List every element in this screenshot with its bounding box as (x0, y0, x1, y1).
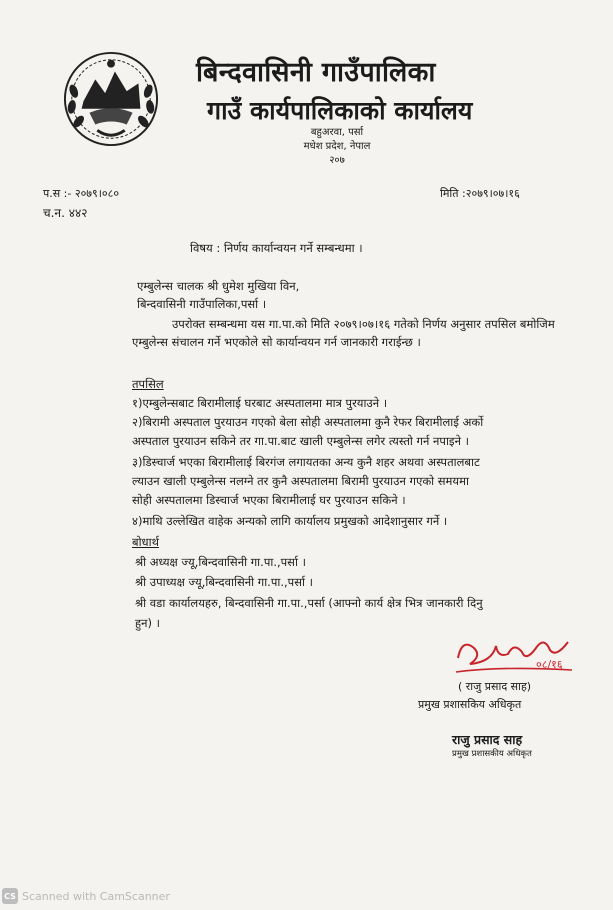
handwritten-signature (452, 628, 577, 683)
list-item: १)एम्बुलेन्सबाट बिरामीलाई घरबाट अस्पतालमा मात्र पुरयाउने । (132, 396, 388, 410)
list-item: ३)डिस्चार्ज भएका बिरामीलाई बिरगंज लगायतका अन्य कुनै शहर अथवा अस्पतालबाट (132, 455, 480, 469)
stamp-line: मधेश प्रदेश, नेपाल (303, 141, 371, 152)
recipient-line: बिन्दवासिनी गाउँपालिका,पर्सा । (137, 297, 267, 311)
seal-name: राजु प्रसाद साह (452, 732, 523, 747)
scanner-watermark (2, 888, 170, 904)
reference-number: प.स :- २०७९।०८० (43, 187, 120, 200)
office-name: बिन्दवासिनी गाउँपालिका (196, 57, 436, 88)
letter-date: मिति :२०७९।०७।१६ (440, 187, 520, 200)
body-paragraph: उपरोक्त सम्बन्धमा यस गा.पा.को मिति २०७९।०७।१६ गतेको निर्णय अनुसार तपसिल बमोजिम एम्बुलेन्स संचालन गर्ने भएकोले सो कार्यान्वयन गर्न जानकारी गराईन्छ । (132, 317, 555, 349)
stamp-line: २०७ (329, 155, 345, 166)
letter-subject: विषय : निर्णय कार्यान्वयन गर्ने सम्बन्धमा । (190, 241, 363, 255)
list-item-continued: ल्याउन खाली एम्बुलेन्स नलग्ने तर कुनै अस्पतालमा बिरामी पुरयाउन गएको समयमा (132, 474, 469, 488)
list-item-continued: सोही अस्पतालमा डिस्चार्ज भएका बिरामीलाई घर पुरयाउन सकिने । (132, 493, 406, 507)
cc-line: श्री अध्यक्ष ज्यू,बिन्दवासिनी गा.पा.,पर्सा । (135, 555, 306, 569)
cc-line: श्री वडा कार्यालयहरु, बिन्दवासिनी गा.पा.,पर्सा (आफ्नो कार्य क्षेत्र भित्र जानकारी दिनु (135, 596, 483, 610)
scanner-label: Scanned with CamScanner (22, 889, 170, 903)
signatory-name: ( राजु प्रसाद साह) (458, 680, 532, 693)
office-subtitle: गाउँ कार्यपालिकाको कार्यालय (207, 96, 473, 125)
stamp-line: बहुअरवा, पर्सा (310, 127, 364, 138)
address-stamp (262, 126, 412, 168)
signatory-title: प्रमुख प्रशासकिय अधिकृत (418, 698, 522, 711)
bodhartha-heading: बोधार्थ (132, 535, 159, 549)
dispatch-number: च.न. ४४२ (43, 206, 88, 220)
camscanner-logo-icon: CS (2, 888, 18, 904)
seal-title: प्रमुख प्रशासकीय अधिकृत (452, 749, 532, 759)
tapsil-heading: तपसिल (132, 377, 164, 391)
recipient-line: एम्बुलेन्स चालक श्री धुमेश मुखिया विन, (137, 279, 300, 293)
list-item-continued: अस्पताल पुरयाउन सकिने तर गा.पा.बाट खाली एम्बुलेन्स लगेर त्यस्तो गर्न नपाइने । (132, 434, 469, 448)
signature-date: ०८/१६ (536, 658, 563, 671)
list-item: ४)माथि उल्लेखित वाहेक अन्यको लागि कार्यालय प्रमुखको आदेशानुसार गर्ने । (132, 514, 448, 528)
cc-line: श्री उपाध्यक्ष ज्यू,बिन्दवासिनी गा.पा.,पर्सा । (135, 575, 313, 589)
nepal-emblem-icon (62, 50, 160, 148)
cc-line-continued: हुन) । (135, 616, 160, 630)
list-item: २)बिरामी अस्पताल पुरयाउन गएको बेला सोही अस्पतालमा कुनै रेफर बिरामीलाई अर्को (132, 415, 484, 429)
